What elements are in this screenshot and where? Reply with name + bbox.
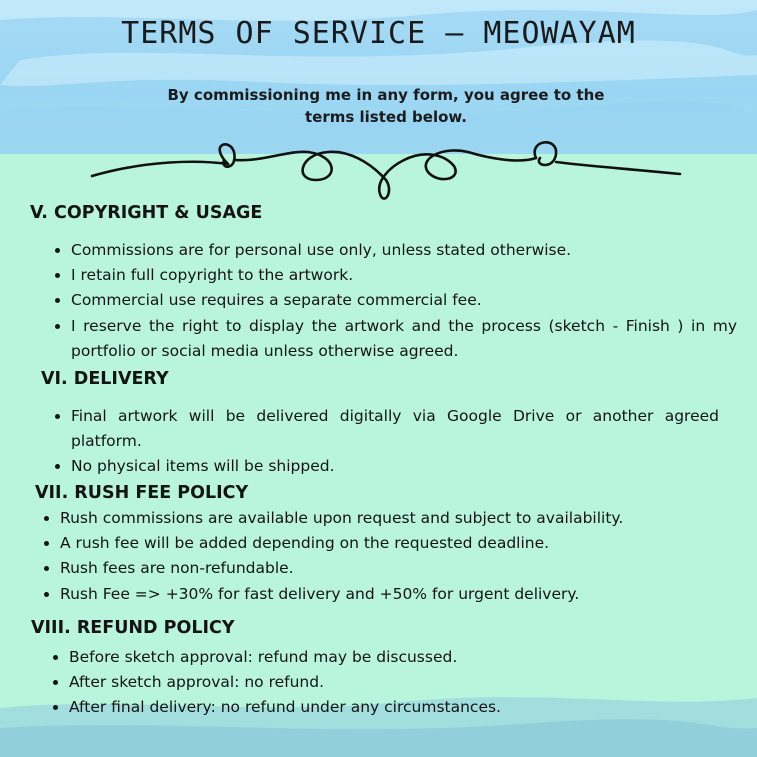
list-item: • Before sketch approval: refund may be discussed. (69, 645, 681, 670)
section-heading: VII. RUSH FEE POLICY (35, 483, 249, 503)
section-delivery (41, 369, 719, 480)
list-item: • Commissions are for personal use only, unless stated otherwise. (71, 238, 737, 263)
section-refund (31, 618, 681, 721)
list-item: • Rush commissions are available upon request and subject to availability. (60, 506, 685, 531)
page-title: TERMS OF SERVICE – MEOWAYAM (121, 16, 636, 51)
flourish-divider-icon (88, 130, 684, 210)
bullet-list (35, 506, 685, 607)
list-item: • Commercial use requires a separate commercial fee. (71, 288, 737, 313)
list-item: • Final artwork will be delivered digitally via Google Drive or another agreed platform. (71, 404, 719, 454)
list-item: • I retain full copyright to the artwork. (71, 263, 737, 288)
list-item: • After sketch approval: no refund. (69, 670, 681, 695)
list-item: • No physical items will be shipped. (71, 454, 719, 479)
list-item: • I reserve the right to display the artwork and the process (sketch - Finish ) in my portfolio or social media unless otherwise agreed. (71, 314, 737, 364)
section-heading: V. COPYRIGHT & USAGE (30, 203, 263, 223)
section-heading: VIII. REFUND POLICY (31, 618, 235, 638)
section-heading: VI. DELIVERY (41, 369, 169, 389)
bullet-list (30, 238, 737, 364)
bullet-list (41, 404, 719, 480)
list-item: • After final delivery: no refund under any circumstances. (69, 695, 681, 720)
list-item: • A rush fee will be added depending on the requested deadline. (60, 531, 685, 556)
section-copyright (30, 203, 737, 364)
list-item: • Rush Fee => +30% for fast delivery and +50% for urgent delivery. (60, 582, 685, 607)
intro-text: By commissioning me in any form, you agree to the terms listed below. (167, 86, 605, 126)
bullet-list (31, 645, 681, 721)
list-item: • Rush fees are non-refundable. (60, 556, 685, 581)
section-rush-fee (35, 483, 685, 607)
